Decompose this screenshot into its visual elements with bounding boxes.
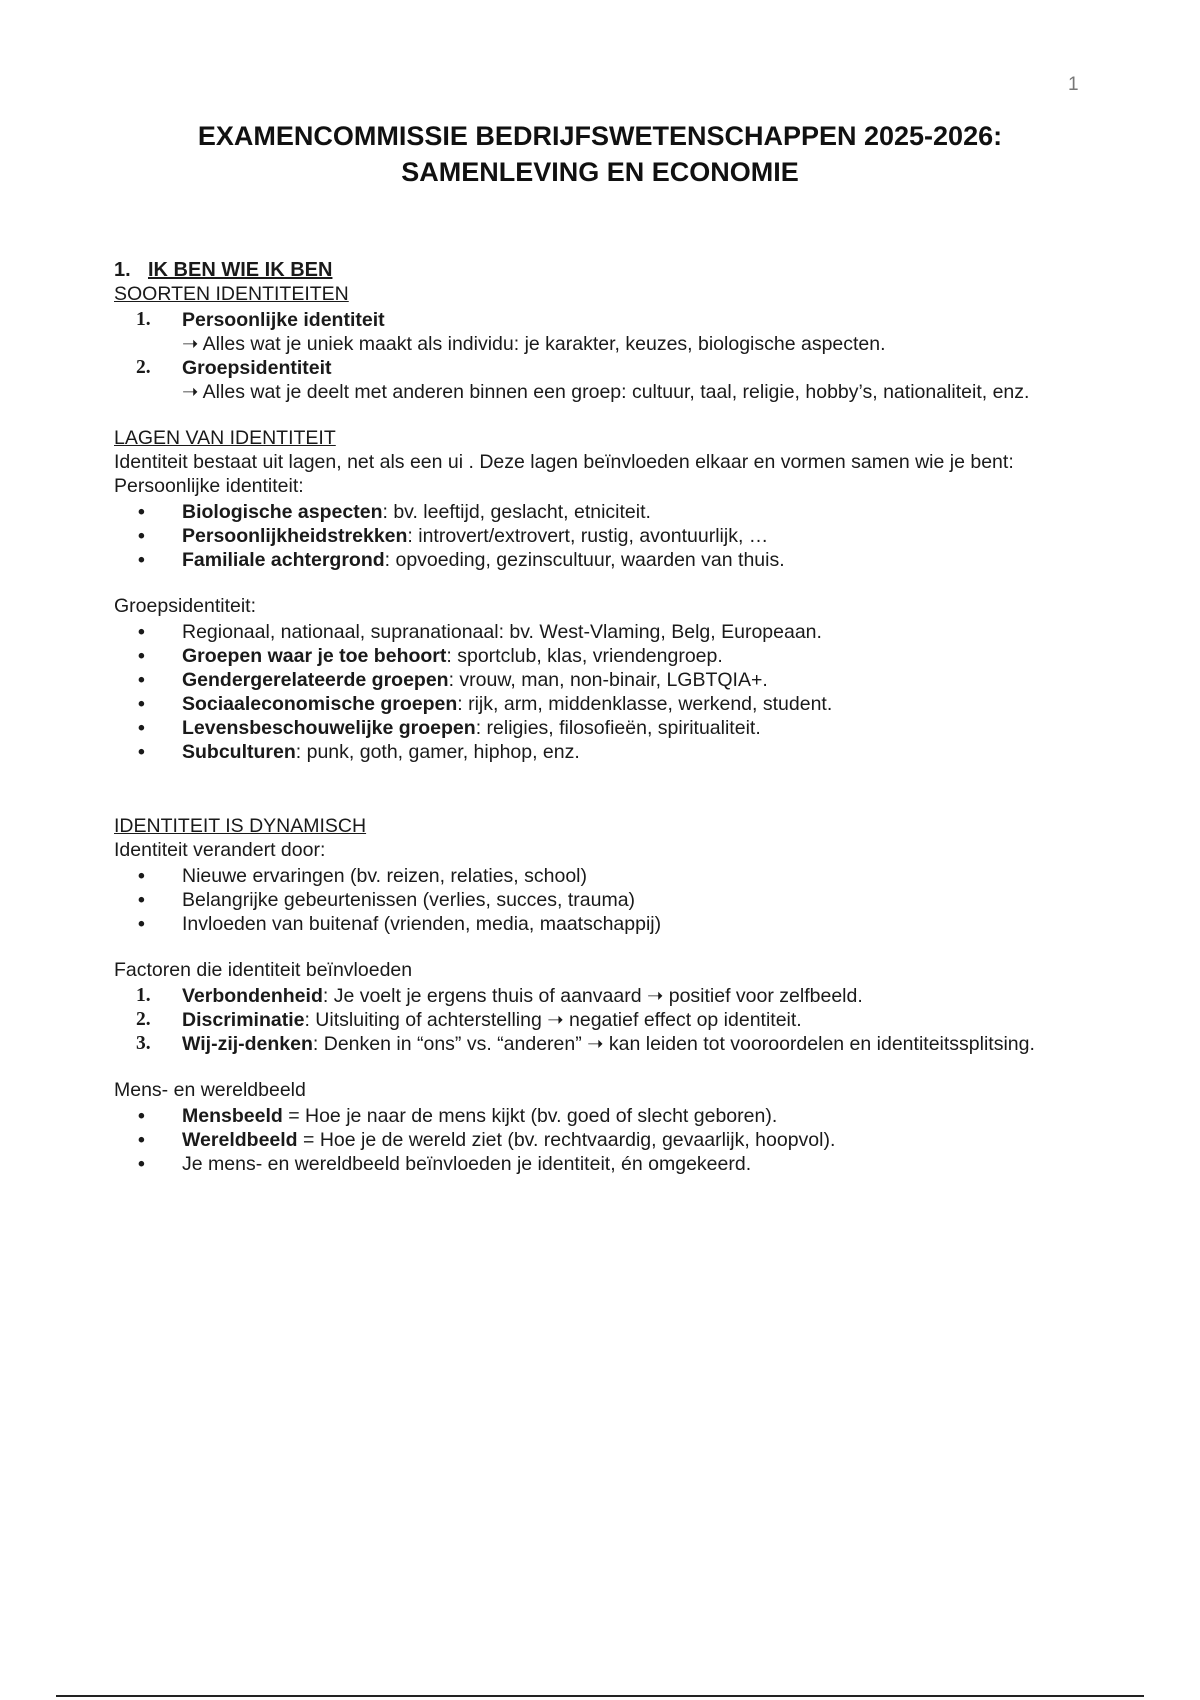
item-description: ➝ Alles wat je uniek maakt als individu: je karakter, keuzes, biologische aspecten. [182,333,886,355]
list-item [114,1128,1104,1152]
factoren-list [114,984,1104,1056]
bullet-icon: • [138,913,145,935]
item-text: Je mens- en wereldbeeld beïnvloeden je identiteit, én omgekeerd. [182,1153,752,1175]
list-item [114,912,1104,936]
list-item [114,356,1104,404]
item-term: Wereldbeeld [182,1129,298,1151]
item-text: : punk, goth, gamer, hiphop, enz. [295,741,580,763]
list-number: 2. [136,1009,151,1030]
list-number: 1. [136,309,151,330]
list-item [114,1152,1104,1176]
list-item [114,548,1104,572]
item-description: ➝ Alles wat je deelt met anderen binnen een groep: cultuur, taal, religie, hobby’s, nationaliteit, enz. [182,381,1030,403]
list-item [114,1032,1104,1056]
bullet-icon: • [138,717,145,739]
item-text: : introvert/extrovert, rustig, avontuurlijk, … [407,525,769,547]
item-text: : rijk, arm, middenklasse, werkend, student. [457,693,833,715]
soorten-list [114,308,1104,404]
item-text: Regionaal, nationaal, supranationaal: bv. West-Vlaming, Belg, Europeaan. [182,621,822,643]
item-text: Belangrijke gebeurtenissen (verlies, succes, trauma) [182,889,636,911]
item-term: Sociaaleconomische groepen [182,693,458,715]
item-term: Subculturen [182,741,296,763]
bullet-icon: • [138,645,145,667]
item-term: Persoonlijkheidstrekken [182,525,408,547]
title-line-2: SAMENLEVING EN ECONOMIE [401,157,799,187]
document-title [0,118,1200,190]
bullet-icon: • [138,621,145,643]
list-number: 2. [136,357,151,378]
change-factors-list [114,864,1104,936]
item-text: Nieuwe ervaringen (bv. reizen, relaties, school) [182,865,587,887]
beeld-label: Mens- en wereldbeeld [114,1079,306,1101]
list-item [114,620,1104,644]
group-identity-label: Groepsidentiteit: [114,595,256,617]
factoren-label: Factoren die identiteit beïnvloeden [114,959,413,981]
bullet-icon: • [138,549,145,571]
list-item [114,864,1104,888]
item-text: : Denken in “ons” vs. “anderen” ➝ kan leiden tot vooroordelen en identiteitssplitsing. [312,1033,1035,1055]
subheading-lagen: LAGEN VAN IDENTITEIT [114,427,336,449]
item-text: = Hoe je naar de mens kijkt (bv. goed of slecht geboren). [282,1105,778,1127]
item-term: Biologische aspecten [182,501,383,523]
list-item [114,500,1104,524]
list-item [114,716,1104,740]
list-item [114,644,1104,668]
bullet-icon: • [138,1105,145,1127]
item-title: Persoonlijke identiteit [182,309,385,331]
bullet-icon: • [138,1129,145,1151]
dynamisch-intro: Identiteit verandert door: [114,839,326,861]
list-number: 1. [136,985,151,1006]
item-term: Verbondenheid [182,985,323,1007]
group-identity-list [114,620,1104,764]
item-text: : sportclub, klas, vriendengroep. [446,645,723,667]
personal-identity-label: Persoonlijke identiteit: [114,475,304,497]
section-title: IK BEN WIE IK BEN [148,259,333,281]
list-item [114,524,1104,548]
item-text: = Hoe je de wereld ziet (bv. rechtvaardig, gevaarlijk, hoopvol). [297,1129,836,1151]
item-text: : bv. leeftijd, geslacht, etniciteit. [382,501,651,523]
item-text: : religies, filosofieën, spiritualiteit. [475,717,761,739]
list-item [114,692,1104,716]
item-text: : vrouw, man, non-binair, LGBTQIA+. [448,669,768,691]
item-title: Groepsidentiteit [182,357,332,379]
bullet-icon: • [138,741,145,763]
bullet-icon: • [138,1153,145,1175]
bullet-icon: • [138,889,145,911]
page-number: 1 [1068,74,1079,95]
bullet-icon: • [138,501,145,523]
document-body [114,258,1104,1176]
item-term: Levensbeschouwelijke groepen [182,717,476,739]
bullet-icon: • [138,525,145,547]
list-item [114,1104,1104,1128]
section-heading [114,258,1104,282]
section-number: 1. [114,259,131,281]
item-term: Familiale achtergrond [182,549,385,571]
list-item [114,308,1104,356]
title-line-1: EXAMENCOMMISSIE BEDRIJFSWETENSCHAPPEN 2025-2026: [197,121,1003,151]
list-number: 3. [136,1033,151,1054]
list-item [114,888,1104,912]
item-term: Discriminatie [182,1009,305,1031]
subheading-soorten: SOORTEN IDENTITEITEN [114,283,349,305]
bullet-icon: • [138,669,145,691]
item-text: : Je voelt je ergens thuis of aanvaard ➝ positief voor zelfbeeld. [322,985,863,1007]
bullet-icon: • [138,693,145,715]
beeld-list [114,1104,1104,1176]
list-item [114,1008,1104,1032]
item-text: : opvoeding, gezinscultuur, waarden van thuis. [384,549,785,571]
item-text: : Uitsluiting of achterstelling ➝ negatief effect op identiteit. [304,1009,802,1031]
list-item [114,984,1104,1008]
list-item [114,668,1104,692]
item-text: Invloeden van buitenaf (vrienden, media, maatschappij) [182,913,662,935]
lagen-intro: Identiteit bestaat uit lagen, net als een ui . Deze lagen beïnvloeden elkaar en vormen samen wie je bent: [114,451,1014,473]
personal-identity-list [114,500,1104,572]
item-term: Mensbeeld [182,1105,283,1127]
bullet-icon: • [138,865,145,887]
item-term: Groepen waar je toe behoort [182,645,447,667]
item-term: Wij-zij-denken [182,1033,313,1055]
footer-divider [56,1695,1144,1697]
subheading-dynamisch: IDENTITEIT IS DYNAMISCH [114,815,367,837]
list-item [114,740,1104,764]
item-term: Gendergerelateerde groepen [182,669,449,691]
